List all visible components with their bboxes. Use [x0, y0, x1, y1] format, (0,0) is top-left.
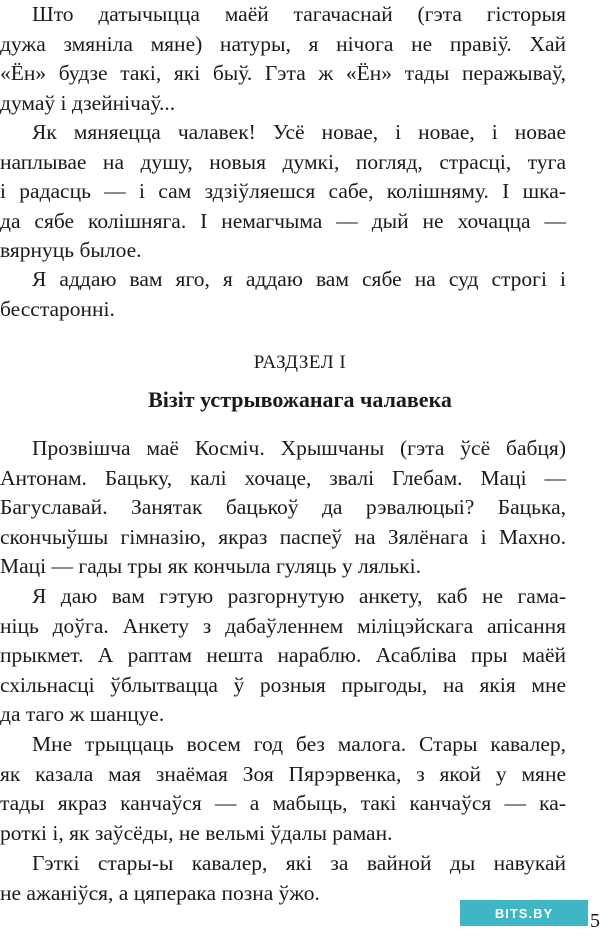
text-line: дужа змяніла мяне) натуры, я нічога не правіў. Хай	[0, 31, 566, 56]
text-line: Гэткі стары-ы кавалер, які за вайной ды навукай	[32, 851, 566, 875]
text-line: тады якраз канчаўся — а мабыць, такі канчаўся — ка-	[0, 791, 566, 816]
site-watermark-badge: BITS.BY	[460, 900, 588, 926]
text-line: вярнуць былое.	[0, 238, 142, 263]
text-line: Мне трыццаць восем год без малога. Стары кавалер,	[32, 732, 566, 756]
text-line: не ажаніўся, а цяперака позна ўжо.	[0, 880, 320, 905]
paragraph-3	[0, 265, 566, 324]
text-line: Я аддаю вам яго, я аддаю вам сябе на суд строгі і	[32, 267, 566, 291]
page-number: 5	[590, 910, 600, 932]
text-line: схільнасці ўблытвацца ў розныя прыгоды, на якія мне	[0, 672, 566, 697]
text-line: «Ён» будзе такі, які быў. Гэта ж «Ён» тады перажываў,	[0, 61, 566, 86]
paragraph-4	[0, 434, 566, 582]
text-line: Прозвішча маё Косміч. Хрышчаны (гэта ўсё бабця)	[32, 436, 566, 460]
paragraph-1	[0, 0, 566, 118]
text-line: бесстаронні.	[0, 296, 115, 321]
text-line: Багуславай. Занятак бацькоў да рэвалюцыі? Бацька,	[0, 495, 566, 520]
text-line: Як мяняецца чалавек! Усё новае, і новае, і новае	[32, 120, 566, 144]
section-label: РАЗДЗЕЛ І	[253, 352, 347, 373]
text-line: прыкмет. А раптам нешта нараблю. Асабліва пры маёй	[0, 643, 566, 668]
text-line: наплывае на душу, новыя думкі, погляд, страсці, туга	[0, 149, 566, 174]
text-line: Што датычыцца маёй тагачаснай (гэта гісторыя	[32, 2, 566, 26]
text-line: роткі і, як заўсёды, не вельмі ўдалы раман.	[0, 820, 393, 845]
paragraph-6	[0, 730, 566, 848]
text-line: як казала мая знаёмая Зоя Пярэрвенка, з якой у мяне	[0, 761, 566, 786]
text-line: ніць доўга. Анкету з дабаўленнем міліцэйскага апісання	[0, 613, 566, 638]
paragraph-5	[0, 582, 566, 730]
text-line: думаў і дзейнічаў...	[0, 90, 176, 115]
text-line: і радасць — і сам здзіўляешся сабе, колішняму. І шка-	[0, 179, 566, 204]
text-line: да таго ж шанцуе.	[0, 702, 165, 727]
paragraph-2	[0, 118, 566, 266]
text-line: Я даю вам гэтую разгорнутую анкету, каб не гама-	[32, 584, 566, 608]
text-line: да сябе колішняга. І немагчыма — дый не хочацца —	[0, 208, 566, 233]
text-line: Антонам. Бацьку, калі хочаце, звалі Глебам. Маці —	[0, 465, 566, 490]
chapter-title: Візіт устрывожанага чалавека	[148, 387, 452, 412]
text-line: Маці — гады тры як кончыла гуляць у лялькі.	[0, 554, 421, 579]
text-line: скончыўшы гімназію, якраз паспеў на Зялёнага і Махно.	[0, 524, 566, 549]
